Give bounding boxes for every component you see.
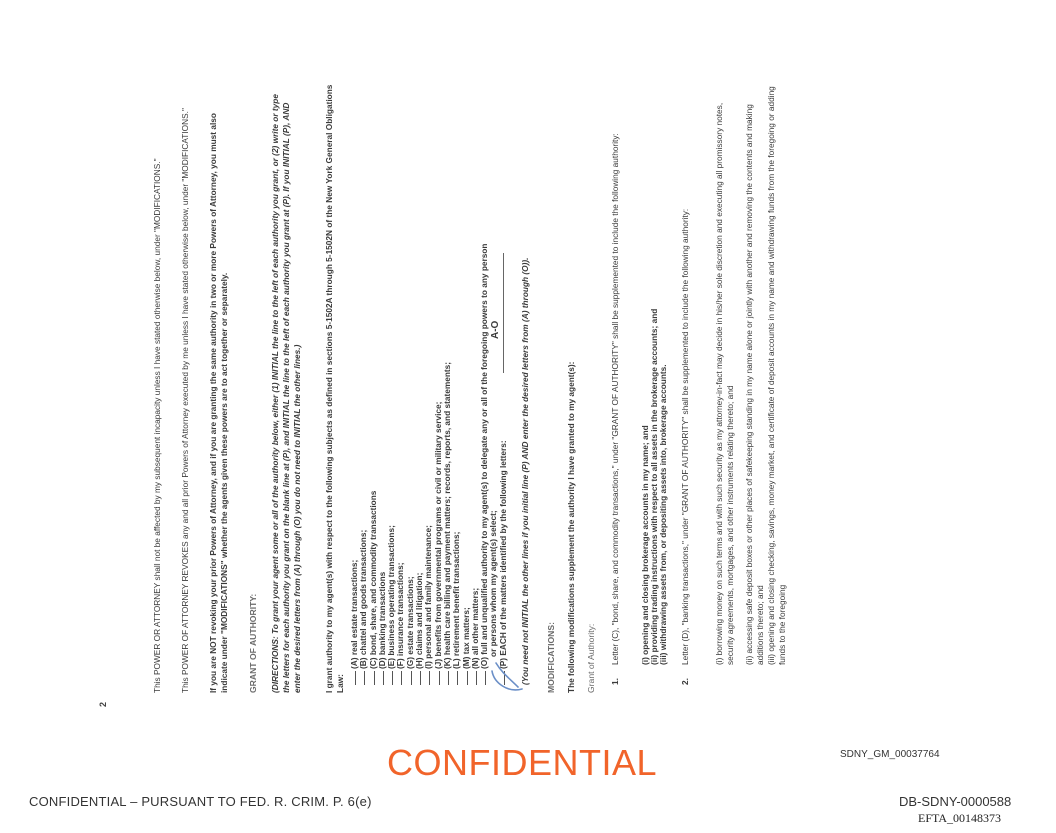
modification-1-subitem: (ii) providing trading instructions with respect to all assets in the brokerage accounts; and bbox=[649, 308, 659, 665]
authority-item: (G) estate transactions; bbox=[406, 185, 415, 685]
grant-heading: GRANT OF AUTHORITY: bbox=[248, 593, 258, 693]
authority-item-o-continued: or persons whom my agent(s) select; bbox=[488, 510, 499, 657]
modifications-intro: The following modifications supplement the authority I have granted to my agent(s): bbox=[566, 361, 576, 693]
modification-1-text: Letter (C), "bond, share, and commodity transactions," under "GRANT OF AUTHORITY" shall be supplemented to include the following authority: bbox=[610, 133, 620, 665]
rotated-document bbox=[88, 50, 1027, 725]
authority-item: (J) benefits from governmental programs or civil or military service; bbox=[434, 185, 443, 685]
authority-item: (K) health care billing and payment matters; records, reports, and statements; bbox=[443, 185, 452, 685]
revocation-paragraph: This POWER OF ATTORNEY REVOKES any and all prior Powers of Attorney executed by me unless I have stated otherwise below, under "MODIFICATIONS." bbox=[180, 108, 190, 693]
authority-list bbox=[350, 185, 508, 685]
authority-item: (A) real estate transactions; bbox=[350, 185, 359, 685]
grant-subheading: Grant of Authority: bbox=[586, 623, 596, 693]
confidential-stamp: CONFIDENTIAL bbox=[387, 742, 658, 783]
authority-item: (L) retirement benefit transactions; bbox=[452, 185, 461, 685]
bates-number: SDNY_GM_00037764 bbox=[840, 749, 940, 760]
authority-item: (F) insurance transactions; bbox=[396, 185, 405, 685]
letters-underline bbox=[503, 253, 504, 373]
letters-value: A-O bbox=[489, 320, 501, 339]
directions-text: (DIRECTIONS: To grant your agent some or all of the authority below, either (1) INITIAL the line to the left of each authority you grant, or (2) write or type the letters for each authority you grant on the blank line at (P), and INITIAL the line to the left of each authority you grant at (P). If you INITIAL (P), AND enter the desired letters from (A) through (O) you do not need to INITIAL the other lines.) bbox=[270, 94, 302, 693]
authority-item: (I) personal and family maintenance; bbox=[424, 185, 433, 685]
modification-2-sub-iii: (iii) opening and closing checking, savings, money market, and certificate of deposit accounts in my name and withdrawing funds from the foregoing or adding funds to the foregoing bbox=[766, 86, 787, 665]
authority-item-p: (P) EACH of the matters identified by the following letters: A-O bbox=[499, 185, 508, 685]
modification-2-sub-ii: (ii) accessing safe deposit boxes or other places of safekeeping standing in my name alone or jointly with another and removing the contents and making additions thereto; and bbox=[744, 104, 765, 665]
page-number: 2 bbox=[98, 701, 108, 707]
authority-item-o: (O) full and unqualified authority to my agent(s) to delegate any or all of the foregoing powers to any person bbox=[480, 185, 489, 685]
authority-item: (N) all other matters; bbox=[471, 185, 480, 685]
initial-note: (You need not INITIAL the other lines if you initial line (P) AND enter the desired letters from (A) through (O)). bbox=[520, 257, 530, 685]
footer-efta-id: EFTA_00148373 bbox=[918, 811, 1002, 825]
modifications-heading: MODIFICATIONS: bbox=[546, 622, 556, 693]
authority-item: (B) chattel and goods transactions; bbox=[359, 185, 368, 685]
authority-item: (C) bond, share, and commodity transactions bbox=[369, 185, 378, 685]
modification-1-subitem: (i) opening and closing brokerage accounts in my name; and bbox=[640, 425, 650, 665]
authority-item: (M) tax matters; bbox=[462, 185, 471, 685]
authority-item: (D) banking transactions bbox=[378, 185, 387, 685]
modification-2-text: Letter (D), "banking transactions," under "GRANT OF AUTHORITY" shall be supplemented to include the following authority: bbox=[680, 208, 690, 665]
footer-document-id: DB-SDNY-0000588 bbox=[899, 794, 1012, 809]
modification-number: 1. bbox=[610, 678, 620, 685]
incapacity-paragraph: This POWER OR ATTORNEY shall not be affected by my subsequent incapacity unless I have stated otherwise below, under "MODIFICATIONS." bbox=[152, 158, 162, 693]
modification-1-subitem: (iii) withdrawing assets from, or depositing assets into, brokerage accounts. bbox=[658, 364, 668, 665]
modification-2-sub-i: (i) borrowing money on such terms and with such security as my attorney-in-fact may decide in his/her sole discretion and executing all promissory notes, security agreements, mortgages, and other instruments relating thereto; and bbox=[714, 102, 735, 665]
authority-item: (E) business operating transactions; bbox=[387, 185, 396, 685]
prior-powers-paragraph: If you are NOT revoking your prior Powers of Attorney, and if you are granting the same authority in two or more Powers of Attorney, you must also indicate under "MODIFICATIONS" whether the agents given these powers are to act together or separately. bbox=[208, 113, 229, 693]
modification-number: 2. bbox=[680, 678, 690, 685]
scanned-page bbox=[88, 50, 1027, 725]
grant-intro: I grant authority to my agent(s) with respect to the following subjects as defined in sections 5-1502A through 5-1502N of the New York General Obligations Law: bbox=[324, 84, 345, 693]
authority-item: (H) claims and litigation; bbox=[415, 185, 424, 685]
footer-confidential-notice: CONFIDENTIAL – PURSUANT TO FED. R. CRIM. P. 6(e) bbox=[29, 794, 372, 809]
